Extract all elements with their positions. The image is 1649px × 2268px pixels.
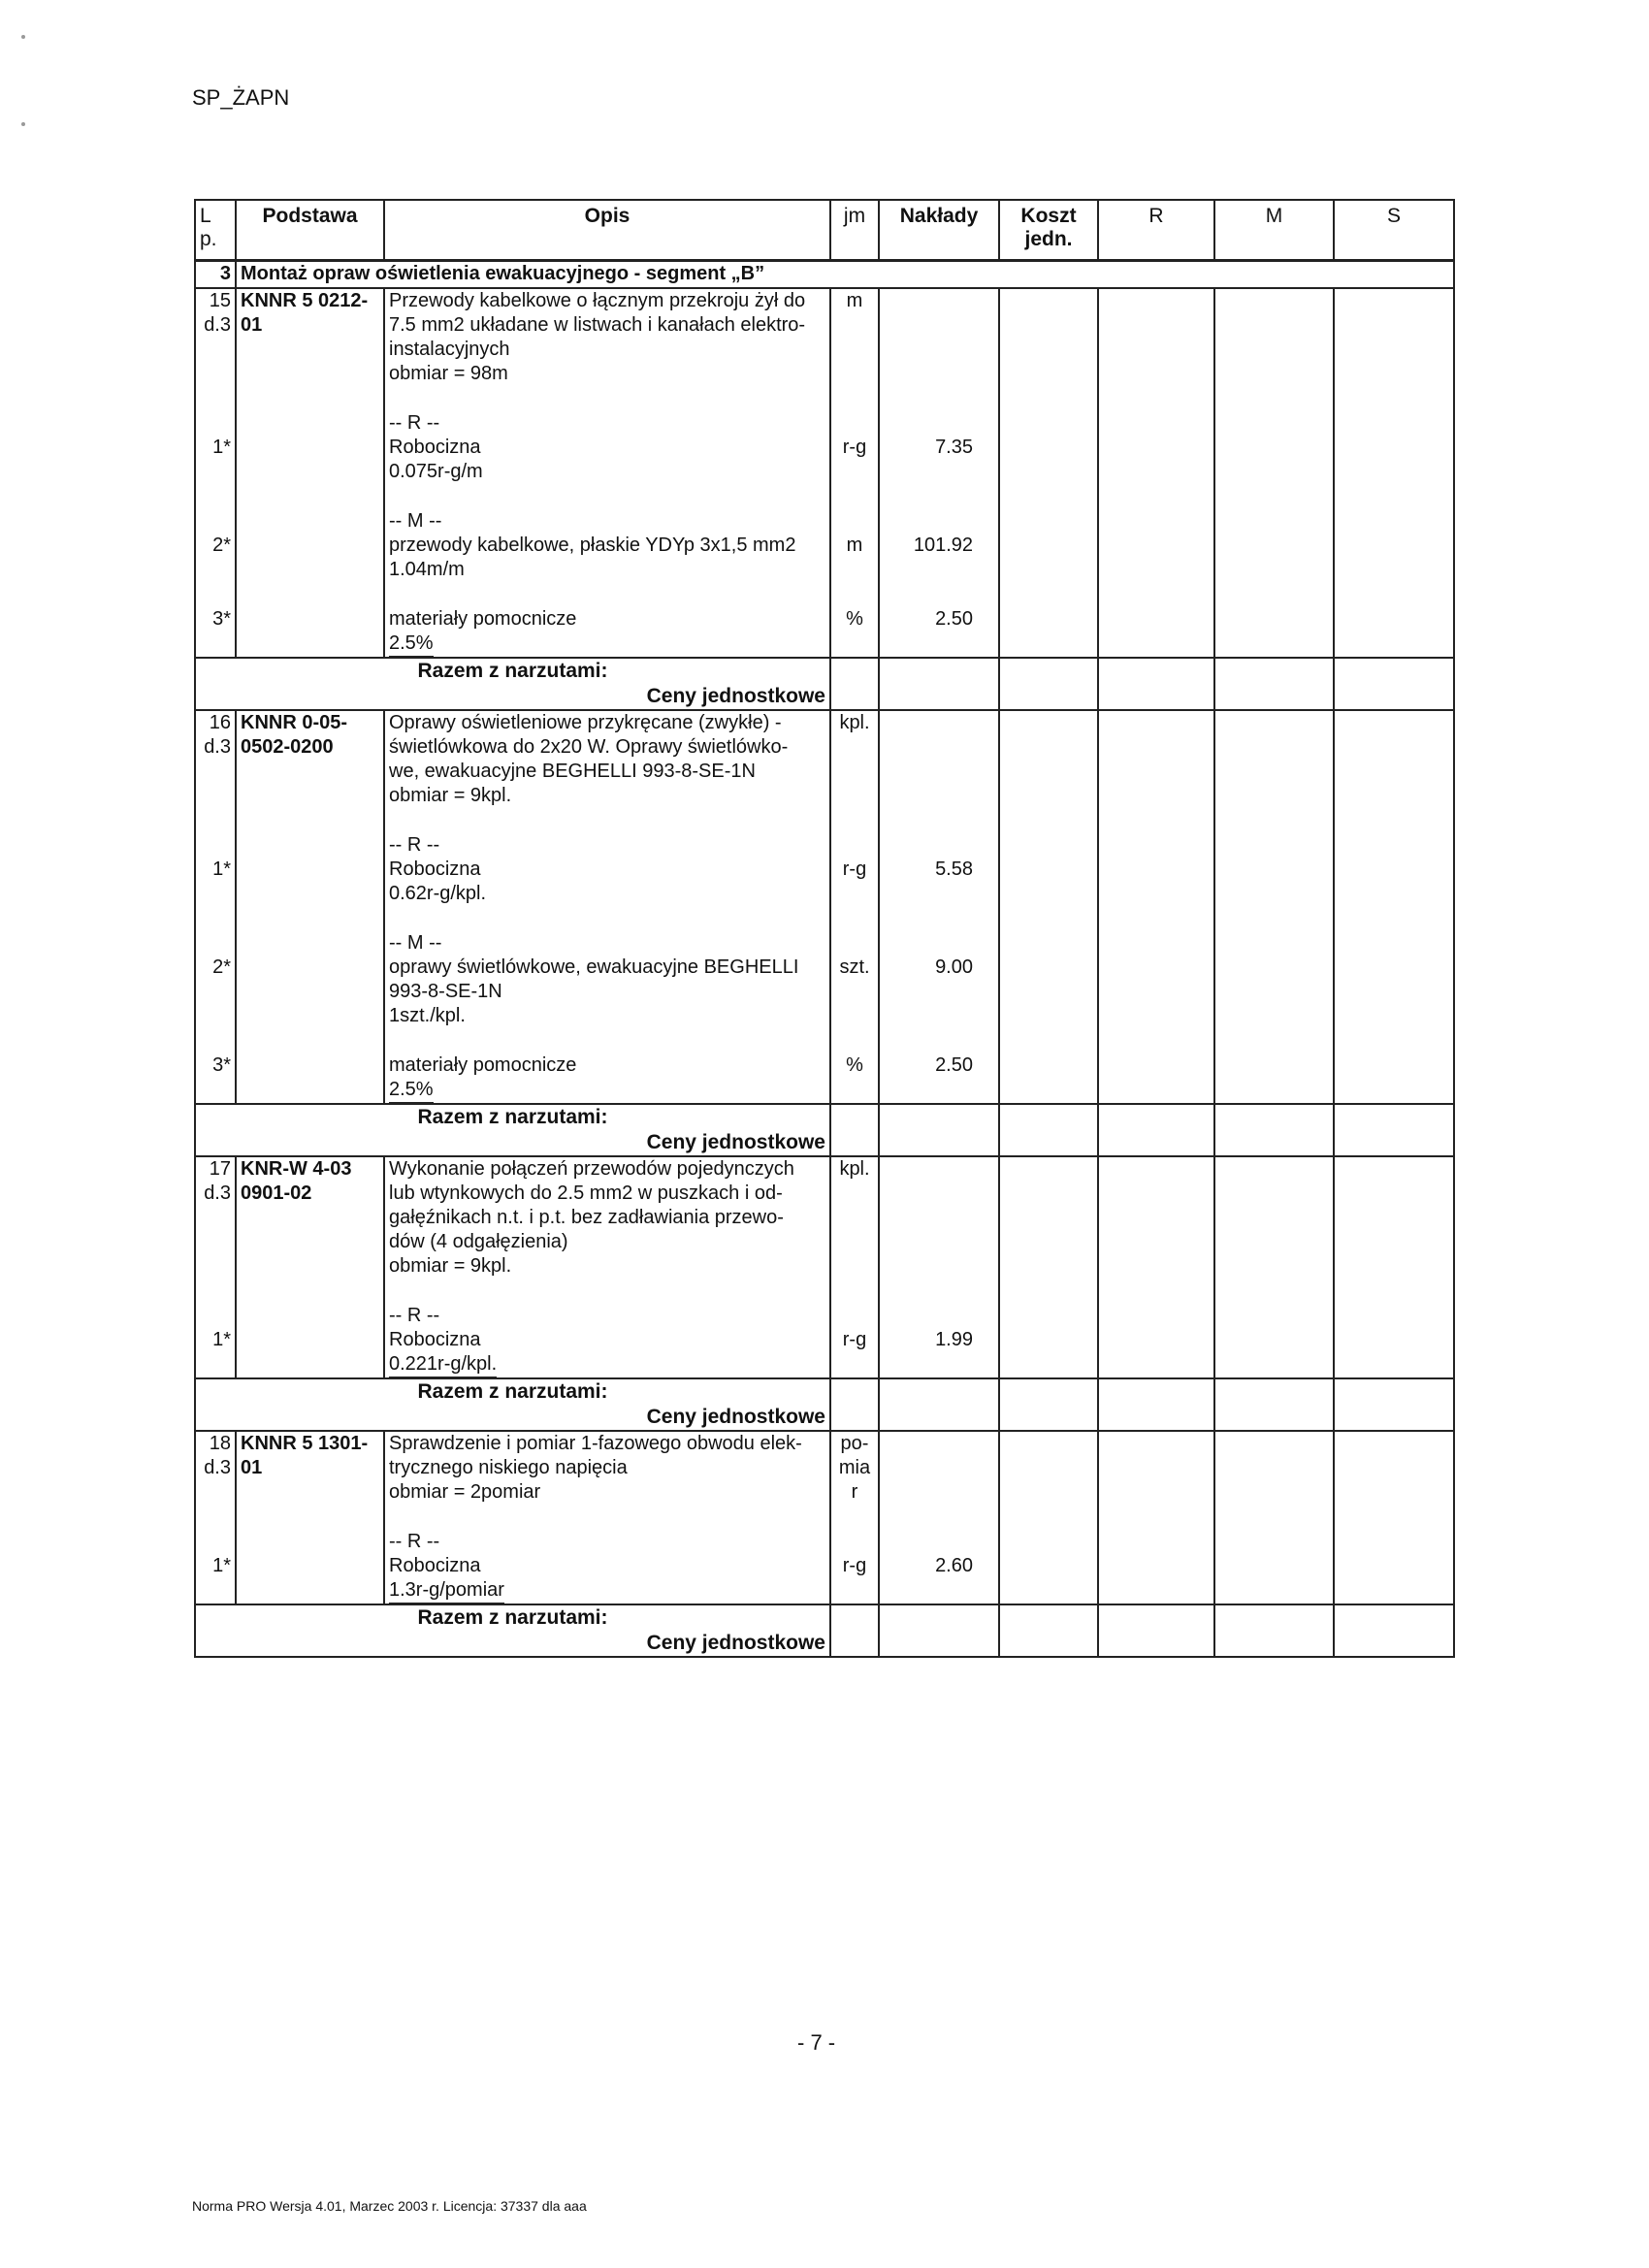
empty-cell bbox=[830, 1604, 879, 1657]
empty-cell bbox=[830, 1104, 879, 1156]
empty-cell bbox=[999, 288, 1098, 411]
sub-quantity: 2.50 bbox=[879, 607, 999, 658]
sub-unit: r-g bbox=[830, 833, 879, 931]
empty-cell bbox=[999, 658, 1098, 710]
sub-quantity: 2.60 bbox=[879, 1530, 999, 1604]
column-header: S bbox=[1334, 200, 1454, 261]
empty-cell bbox=[1098, 833, 1214, 931]
sub-unit: % bbox=[830, 1053, 879, 1104]
empty-cell bbox=[830, 658, 879, 710]
position-unit: kpl. bbox=[830, 1156, 879, 1304]
resource-group: -- M -- bbox=[389, 932, 442, 954]
summary-labels bbox=[195, 1378, 830, 1431]
empty-cell bbox=[1214, 658, 1334, 710]
position-number: 16 d.3 bbox=[195, 710, 236, 833]
table-header-row bbox=[195, 200, 1454, 261]
table-row bbox=[195, 1156, 1454, 1304]
column-header: Podstawa bbox=[236, 200, 384, 261]
empty-cell bbox=[1098, 1378, 1214, 1431]
sub-description bbox=[384, 411, 830, 509]
resource-norm: 0.221r-g/kpl. bbox=[389, 1352, 497, 1377]
empty-cell bbox=[830, 1378, 879, 1431]
resource-group: -- R -- bbox=[389, 412, 440, 434]
empty-cell bbox=[1334, 931, 1454, 1053]
resource-group: -- M -- bbox=[389, 510, 442, 532]
document-code: SP_ŻAPN bbox=[192, 85, 290, 110]
resource-norm: 1szt./kpl. bbox=[389, 1005, 466, 1026]
empty-cell bbox=[879, 1104, 999, 1156]
resource-norm: 0.075r-g/m bbox=[389, 461, 483, 482]
position-basis: KNNR 5 1301- 01 bbox=[236, 1431, 384, 1530]
empty-cell bbox=[1334, 1156, 1454, 1304]
empty-cell bbox=[1334, 833, 1454, 931]
empty-cell bbox=[1098, 710, 1214, 833]
sub-quantity: 5.58 bbox=[879, 833, 999, 931]
resource-norm: 1.04m/m bbox=[389, 559, 465, 580]
empty-cell bbox=[999, 1604, 1098, 1657]
position-basis: KNR-W 4-03 0901-02 bbox=[236, 1156, 384, 1304]
table-row bbox=[195, 710, 1454, 833]
empty-cell bbox=[1214, 1431, 1334, 1530]
position-unit: m bbox=[830, 288, 879, 411]
scan-speck bbox=[21, 35, 25, 39]
empty-cell bbox=[1214, 1530, 1334, 1604]
table-row bbox=[195, 288, 1454, 411]
table-row bbox=[195, 1530, 1454, 1604]
summary-row bbox=[195, 1378, 1454, 1431]
empty-cell bbox=[999, 1156, 1098, 1304]
empty-cell bbox=[236, 509, 384, 607]
sub-unit: r-g bbox=[830, 411, 879, 509]
summary-labels bbox=[195, 1104, 830, 1156]
resource-group: -- R -- bbox=[389, 834, 440, 856]
sub-number: 3* bbox=[195, 607, 236, 658]
sub-unit: r-g bbox=[830, 1530, 879, 1604]
empty-cell bbox=[999, 607, 1098, 658]
sub-quantity: 7.35 bbox=[879, 411, 999, 509]
empty-cell bbox=[879, 1431, 999, 1530]
table-row bbox=[195, 509, 1454, 607]
sub-number: 2* bbox=[195, 931, 236, 1053]
sub-description bbox=[384, 1304, 830, 1378]
resource-norm: 2.5% bbox=[389, 632, 434, 657]
sub-description bbox=[384, 607, 830, 658]
empty-cell bbox=[1098, 1530, 1214, 1604]
summary-row bbox=[195, 1104, 1454, 1156]
sub-number: 1* bbox=[195, 833, 236, 931]
position-unit: po- mia r bbox=[830, 1431, 879, 1530]
empty-cell bbox=[1098, 1604, 1214, 1657]
resource-group: -- R -- bbox=[389, 1305, 440, 1326]
summary-row bbox=[195, 658, 1454, 710]
position-number: 17 d.3 bbox=[195, 1156, 236, 1304]
empty-cell bbox=[999, 1431, 1098, 1530]
empty-cell bbox=[1098, 607, 1214, 658]
sub-unit: m bbox=[830, 509, 879, 607]
empty-cell bbox=[1098, 509, 1214, 607]
empty-cell bbox=[236, 1304, 384, 1378]
empty-cell bbox=[1098, 1104, 1214, 1156]
empty-cell bbox=[1334, 509, 1454, 607]
position-basis: KNNR 0-05- 0502-0200 bbox=[236, 710, 384, 833]
empty-cell bbox=[236, 411, 384, 509]
column-header: R bbox=[1098, 200, 1214, 261]
empty-cell bbox=[1214, 509, 1334, 607]
empty-cell bbox=[1214, 1104, 1334, 1156]
column-header: M bbox=[1214, 200, 1334, 261]
empty-cell bbox=[236, 1530, 384, 1604]
position-number: 15 d.3 bbox=[195, 288, 236, 411]
empty-cell bbox=[1334, 1604, 1454, 1657]
software-footer: Norma PRO Wersja 4.01, Marzec 2003 r. Licencja: 37337 dla aaa bbox=[192, 2198, 587, 2214]
empty-cell bbox=[1214, 710, 1334, 833]
empty-cell bbox=[1334, 1053, 1454, 1104]
sub-description bbox=[384, 1530, 830, 1604]
sub-number: 1* bbox=[195, 1304, 236, 1378]
empty-cell bbox=[1334, 1104, 1454, 1156]
empty-cell bbox=[236, 833, 384, 931]
empty-cell bbox=[1334, 1431, 1454, 1530]
resource-name: materiały pomocnicze bbox=[389, 608, 577, 630]
empty-cell bbox=[1334, 710, 1454, 833]
empty-cell bbox=[236, 1053, 384, 1104]
resource-name: Robocizna bbox=[389, 859, 481, 880]
empty-cell bbox=[1214, 411, 1334, 509]
resource-name: materiały pomocnicze bbox=[389, 1054, 577, 1076]
column-header: Opis bbox=[384, 200, 830, 261]
empty-cell bbox=[999, 411, 1098, 509]
empty-cell bbox=[1334, 607, 1454, 658]
empty-cell bbox=[999, 1053, 1098, 1104]
resource-name: oprawy świetlówkowe, ewakuacyjne BEGHELLI 993-8-SE-1N bbox=[389, 956, 799, 1002]
empty-cell bbox=[1334, 658, 1454, 710]
empty-cell bbox=[999, 1378, 1098, 1431]
position-number: 18 d.3 bbox=[195, 1431, 236, 1530]
position-description: Wykonanie połączeń przewodów pojedynczych lub wtynkowych do 2.5 mm2 w puszkach i od- gałęźnikach n.t. i p.t. bez zadławiania przewo- dów (4 odgałęzienia) obmiar = 9kpl. bbox=[384, 1156, 830, 1304]
sub-description bbox=[384, 931, 830, 1053]
sub-number: 1* bbox=[195, 1530, 236, 1604]
ceny-label: Ceny jednostkowe bbox=[646, 685, 825, 707]
sub-unit: szt. bbox=[830, 931, 879, 1053]
empty-cell bbox=[1214, 607, 1334, 658]
empty-cell bbox=[1098, 1304, 1214, 1378]
section-title: Montaż opraw oświetlenia ewakuacyjnego - segment „B” bbox=[236, 261, 1454, 289]
sub-quantity: 1.99 bbox=[879, 1304, 999, 1378]
ceny-label: Ceny jednostkowe bbox=[646, 1406, 825, 1428]
resource-name: Robocizna bbox=[389, 437, 481, 458]
scan-speck bbox=[21, 122, 25, 126]
empty-cell bbox=[1334, 1530, 1454, 1604]
resource-norm: 1.3r-g/pomiar bbox=[389, 1578, 504, 1604]
column-header: Koszt jedn. bbox=[999, 200, 1098, 261]
sub-description bbox=[384, 833, 830, 931]
empty-cell bbox=[1098, 288, 1214, 411]
summary-labels bbox=[195, 1604, 830, 1657]
sub-unit: % bbox=[830, 607, 879, 658]
table-row bbox=[195, 833, 1454, 931]
page-number: - 7 - bbox=[797, 2030, 836, 2055]
empty-cell bbox=[1334, 1378, 1454, 1431]
sub-unit: r-g bbox=[830, 1304, 879, 1378]
empty-cell bbox=[1214, 1378, 1334, 1431]
empty-cell bbox=[1214, 1604, 1334, 1657]
position-unit: kpl. bbox=[830, 710, 879, 833]
position-description: Oprawy oświetleniowe przykręcane (zwykłe) - świetlówkowa do 2x20 W. Oprawy świetlówko- we, ewakuacyjne BEGHELLI 993-8-SE-1N obmiar = 9kpl. bbox=[384, 710, 830, 833]
empty-cell bbox=[1098, 1053, 1214, 1104]
table-row bbox=[195, 1431, 1454, 1530]
table-row bbox=[195, 1053, 1454, 1104]
empty-cell bbox=[1098, 931, 1214, 1053]
empty-cell bbox=[999, 509, 1098, 607]
ceny-label: Ceny jednostkowe bbox=[646, 1131, 825, 1153]
table-row bbox=[195, 1304, 1454, 1378]
ceny-label: Ceny jednostkowe bbox=[646, 1632, 825, 1654]
empty-cell bbox=[999, 710, 1098, 833]
empty-cell bbox=[999, 833, 1098, 931]
resource-name: Robocizna bbox=[389, 1329, 481, 1350]
summary-labels bbox=[195, 658, 830, 710]
empty-cell bbox=[1098, 1431, 1214, 1530]
empty-cell bbox=[1214, 833, 1334, 931]
empty-cell bbox=[879, 710, 999, 833]
empty-cell bbox=[1334, 1304, 1454, 1378]
sub-quantity: 9.00 bbox=[879, 931, 999, 1053]
sub-description bbox=[384, 1053, 830, 1104]
position-basis: KNNR 5 0212- 01 bbox=[236, 288, 384, 411]
empty-cell bbox=[999, 931, 1098, 1053]
empty-cell bbox=[1334, 411, 1454, 509]
razem-label: Razem z narzutami: bbox=[417, 1606, 608, 1629]
empty-cell bbox=[879, 1378, 999, 1431]
section-number: 3 bbox=[195, 261, 236, 289]
sub-number: 2* bbox=[195, 509, 236, 607]
position-description: Sprawdzenie i pomiar 1-fazowego obwodu elek- trycznego niskiego napięcia obmiar = 2pomiar bbox=[384, 1431, 830, 1530]
summary-row bbox=[195, 1604, 1454, 1657]
table-row bbox=[195, 411, 1454, 509]
empty-cell bbox=[1098, 411, 1214, 509]
sub-quantity: 2.50 bbox=[879, 1053, 999, 1104]
sub-number: 1* bbox=[195, 411, 236, 509]
empty-cell bbox=[879, 1604, 999, 1657]
empty-cell bbox=[1098, 1156, 1214, 1304]
empty-cell bbox=[1214, 1304, 1334, 1378]
empty-cell bbox=[879, 288, 999, 411]
empty-cell bbox=[1214, 1156, 1334, 1304]
table-row bbox=[195, 931, 1454, 1053]
razem-label: Razem z narzutami: bbox=[417, 1380, 608, 1403]
column-header: L p. bbox=[195, 200, 236, 261]
resource-norm: 0.62r-g/kpl. bbox=[389, 883, 487, 904]
resource-name: przewody kabelkowe, płaskie YDYp 3x1,5 mm2 bbox=[389, 535, 796, 556]
sub-number: 3* bbox=[195, 1053, 236, 1104]
empty-cell bbox=[999, 1104, 1098, 1156]
resource-norm: 2.5% bbox=[389, 1078, 434, 1103]
empty-cell bbox=[879, 658, 999, 710]
resource-name: Robocizna bbox=[389, 1555, 481, 1576]
razem-label: Razem z narzutami: bbox=[417, 1106, 608, 1128]
empty-cell bbox=[999, 1304, 1098, 1378]
column-header: jm bbox=[830, 200, 879, 261]
sub-quantity: 101.92 bbox=[879, 509, 999, 607]
empty-cell bbox=[236, 931, 384, 1053]
position-description: Przewody kabelkowe o łącznym przekroju żył do 7.5 mm2 układane w listwach i kanałach elektro- instalacyjnych obmiar = 98m bbox=[384, 288, 830, 411]
column-header: Nakłady bbox=[879, 200, 999, 261]
sub-description bbox=[384, 509, 830, 607]
empty-cell bbox=[879, 1156, 999, 1304]
table-row bbox=[195, 607, 1454, 658]
empty-cell bbox=[1098, 658, 1214, 710]
section-row bbox=[195, 261, 1454, 289]
empty-cell bbox=[1214, 931, 1334, 1053]
empty-cell bbox=[1334, 288, 1454, 411]
razem-label: Razem z narzutami: bbox=[417, 660, 608, 682]
resource-group: -- R -- bbox=[389, 1531, 440, 1552]
cost-estimate-table bbox=[194, 199, 1455, 1658]
empty-cell bbox=[236, 607, 384, 658]
empty-cell bbox=[1214, 288, 1334, 411]
empty-cell bbox=[1214, 1053, 1334, 1104]
empty-cell bbox=[999, 1530, 1098, 1604]
